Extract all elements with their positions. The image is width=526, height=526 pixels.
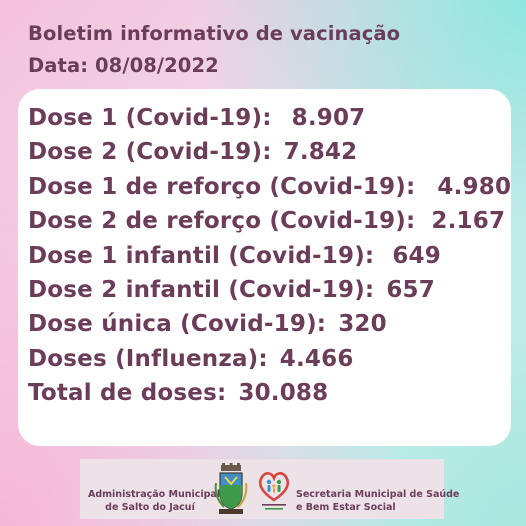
page-title: Boletim informativo de vacinação bbox=[28, 22, 401, 45]
municipal-crest-icon bbox=[214, 463, 248, 517]
stat-row bbox=[28, 204, 511, 238]
stat-row bbox=[28, 170, 511, 204]
stat-value: 7.842 bbox=[283, 139, 358, 166]
stat-value: 30.088 bbox=[238, 380, 329, 407]
stat-label: Dose única (Covid-19): bbox=[28, 311, 327, 338]
footer-administration-line2: de Salto do Jacuí bbox=[105, 502, 195, 513]
stat-row bbox=[28, 239, 511, 273]
stat-label: Doses (Influenza): bbox=[28, 345, 268, 372]
stat-row bbox=[28, 307, 511, 341]
stat-value: 8.907 bbox=[291, 105, 366, 131]
stat-label: Dose 2 (Covid-19): bbox=[28, 139, 272, 166]
stat-value: 4.980 bbox=[437, 173, 512, 200]
stat-value: 320 bbox=[338, 311, 387, 338]
footer-health-line2: e Bem Estar Social bbox=[296, 502, 396, 513]
stat-row bbox=[28, 376, 511, 410]
footer-administration bbox=[88, 488, 221, 514]
stat-value: 649 bbox=[392, 242, 441, 269]
heart-family-logo-icon bbox=[256, 467, 292, 515]
stat-label: Total de doses: bbox=[28, 380, 227, 407]
stat-row bbox=[28, 135, 511, 169]
footer-banner bbox=[80, 459, 460, 519]
stat-label: Dose 1 infantil (Covid-19): bbox=[28, 242, 375, 269]
stat-label: Dose 1 (Covid-19): bbox=[28, 105, 272, 131]
header bbox=[28, 18, 400, 82]
stat-label: Dose 2 de reforço (Covid-19): bbox=[28, 208, 416, 235]
stats-card bbox=[18, 89, 511, 446]
stat-row bbox=[28, 101, 511, 135]
stat-value: 657 bbox=[386, 277, 435, 304]
footer-health-secretariat bbox=[296, 488, 459, 514]
stat-value: 2.167 bbox=[431, 208, 506, 235]
stat-row bbox=[28, 342, 511, 376]
stat-label: Dose 2 infantil (Covid-19): bbox=[28, 277, 375, 304]
stat-value: 4.466 bbox=[279, 345, 354, 372]
footer-health-line1: Secretaria Municipal de Saúde bbox=[296, 489, 460, 500]
stat-label: Dose 1 de reforço (Covid-19): bbox=[28, 173, 416, 200]
footer-administration-line1: Administração Municipal bbox=[88, 489, 221, 500]
stat-row bbox=[28, 273, 511, 307]
report-date: Data: 08/08/2022 bbox=[28, 54, 219, 77]
